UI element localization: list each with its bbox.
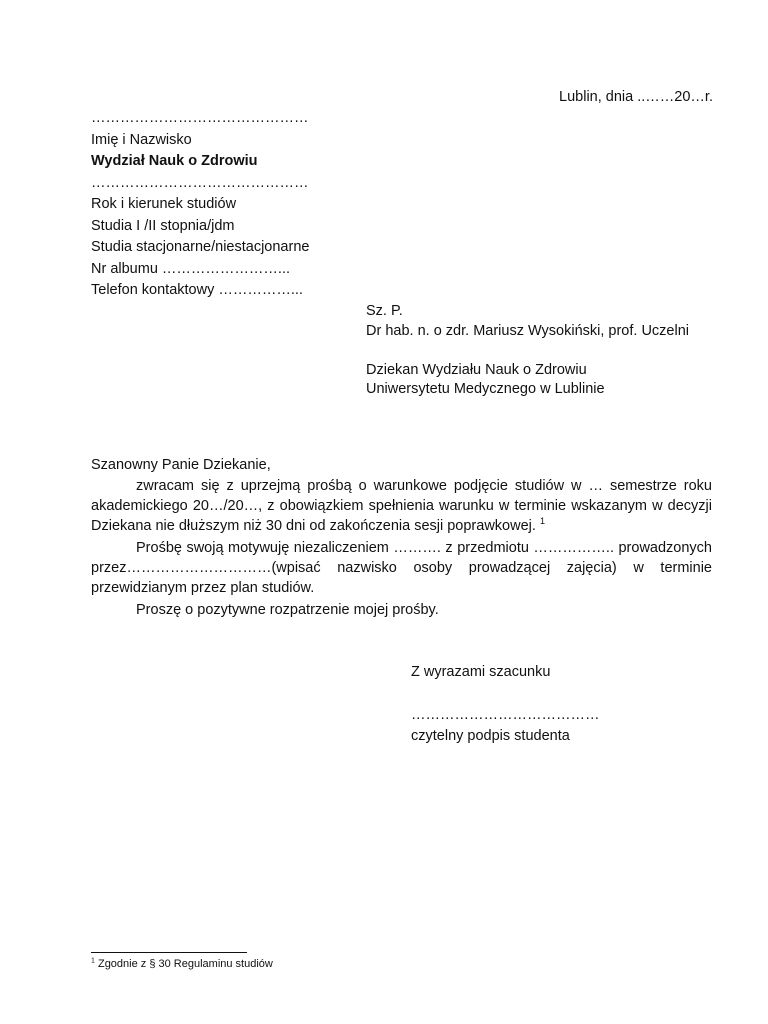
recipient-name: Dr hab. n. o zdr. Mariusz Wysokiński, prof. Uczelni — [366, 322, 690, 339]
name-label: Imię i Nazwisko — [91, 131, 192, 148]
study-level: Studia I /II stopnia/jdm — [91, 217, 235, 234]
contact-phone: Telefon kontaktowy ……………... — [91, 282, 303, 298]
signature-label: czytelny podpis studenta — [411, 728, 570, 744]
footnote — [91, 957, 273, 971]
paragraph-request — [91, 476, 712, 536]
paragraph-motivation: Prośbę swoją motywuję niezaliczeniem ………. z przedmiotu …………….. prowadzonych przez…………………………(wpisać nazwisko osoby prowadzącej zajęcia) w terminie przewidzianym przez plan studiów. — [91, 540, 712, 596]
sender-block — [91, 108, 421, 302]
paragraph-closing-request: Proszę o pozytywne rozpatrzenie mojej prośby. — [136, 602, 439, 618]
recipient-spacer — [366, 341, 726, 361]
greeting: Szanowny Panie Dziekanie, — [91, 457, 271, 473]
closing-block — [411, 662, 711, 747]
album-number: Nr albumu ……………………... — [91, 260, 290, 277]
recipient-salutation: Sz. P. — [366, 303, 403, 319]
recipient-block — [366, 302, 726, 400]
footnote-text: Zgodnie z § 30 Regulaminu studiów — [97, 958, 273, 970]
footnote-separator — [91, 952, 247, 953]
letter-body — [91, 455, 712, 622]
recipient-institution: Uniwersytetu Medycznego w Lublinie — [366, 381, 605, 397]
signature-dots: ………………………………… — [411, 707, 600, 723]
regards: Z wyrazami szacunku — [411, 664, 551, 680]
place-date: Lublin, dnia ..……20…r. — [559, 89, 713, 105]
year-label: Rok i kierunek studiów — [91, 196, 237, 212]
paragraph-request-text: zwracam się z uprzejmą prośbą o warunkowe podjęcie studiów w … semestrze roku akademickiego 20…/20…, z obowiązkiem spełnienia warunku w terminie wskazanym w decyzji Dziekana nie dłuższym niż 30 dni od zakończenia sesji poprawkowej. — [91, 478, 712, 534]
study-mode: Studia stacjonarne/niestacjonarne — [91, 239, 310, 255]
year-dots: ……………………………………… — [91, 174, 309, 191]
name-dots: ……………………………………… — [91, 110, 309, 126]
footnote-reference: 1 — [539, 516, 545, 527]
faculty-name: Wydział Nauk o Zdrowiu — [91, 153, 258, 169]
recipient-title: Dziekan Wydziału Nauk o Zdrowiu — [366, 361, 587, 378]
footnote-number: 1 — [91, 957, 95, 965]
